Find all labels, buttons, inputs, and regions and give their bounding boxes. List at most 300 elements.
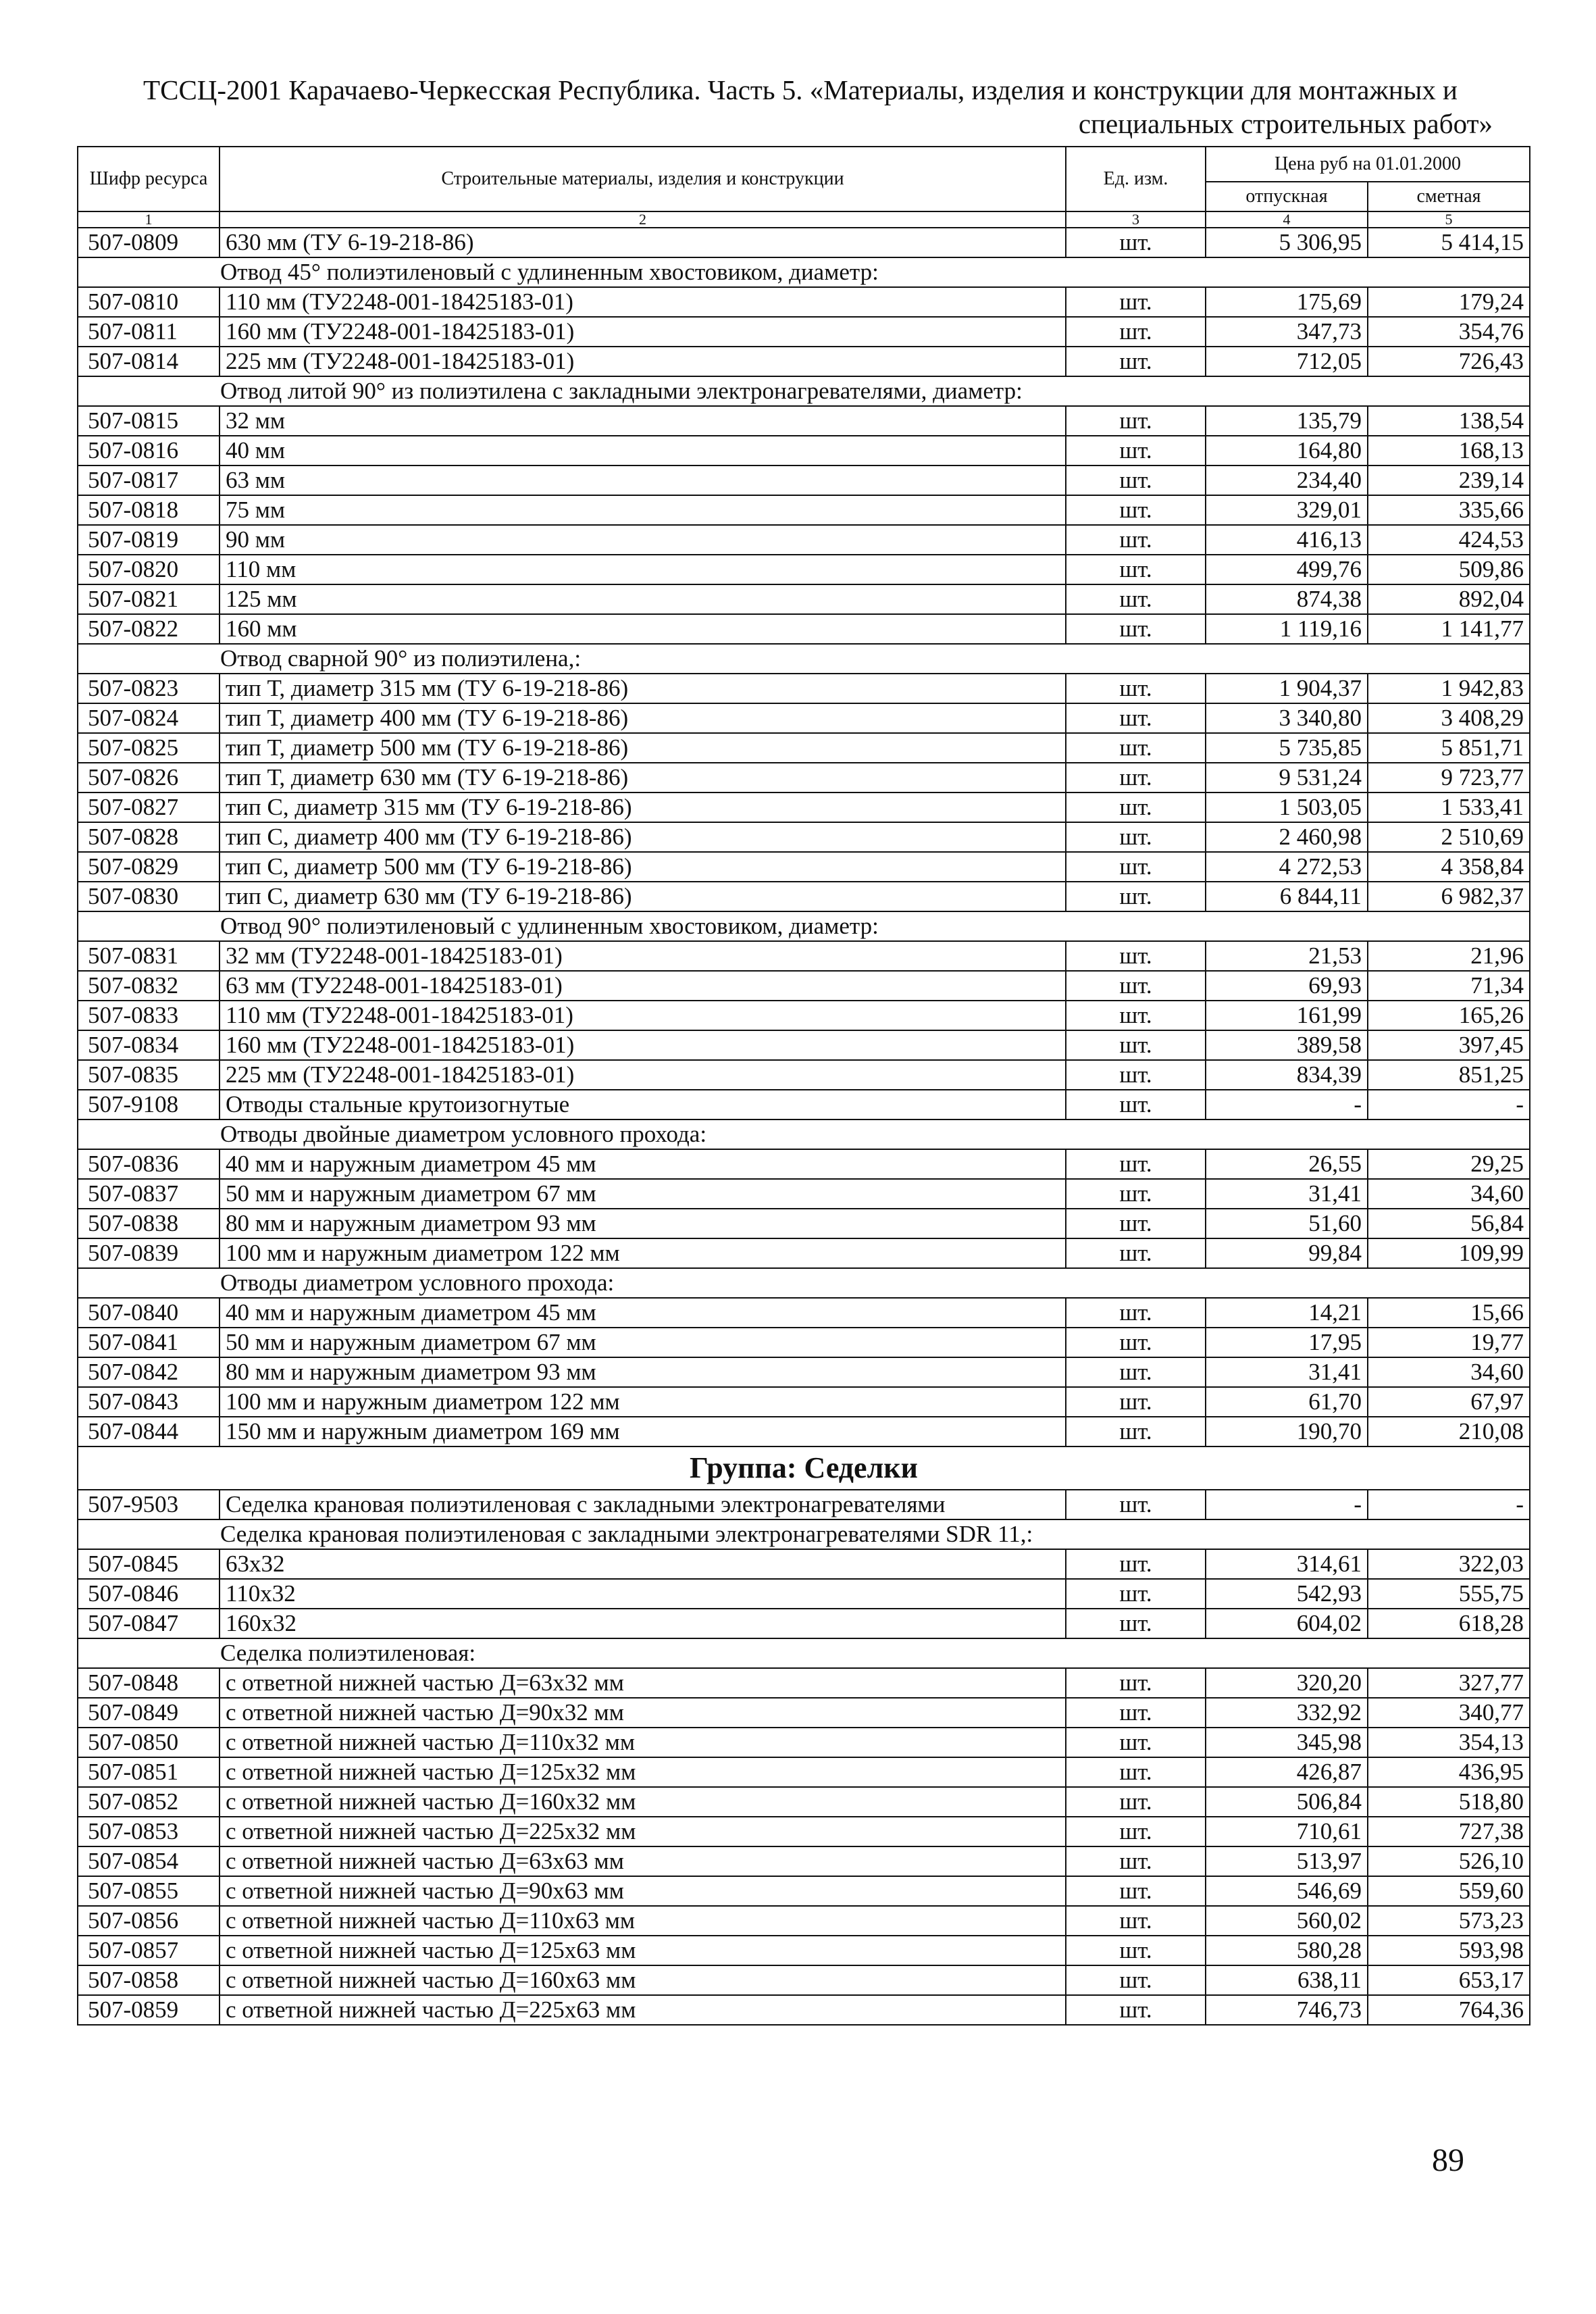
release-price: 347,73 bbox=[1206, 317, 1368, 347]
resource-code: 507-0811 bbox=[78, 317, 220, 347]
estimate-price: 165,26 bbox=[1368, 1001, 1530, 1030]
table-row bbox=[78, 1817, 1530, 1846]
unit-cell: шт. bbox=[1066, 406, 1206, 436]
resource-code: 507-0856 bbox=[78, 1906, 220, 1936]
resource-code: 507-0843 bbox=[78, 1387, 220, 1417]
resource-name: Седелка крановая полиэтиленовая с закладными электронагревателями bbox=[220, 1490, 1066, 1519]
estimate-price: 71,34 bbox=[1368, 971, 1530, 1001]
estimate-price: 6 982,37 bbox=[1368, 882, 1530, 911]
col-code-header: Шифр ресурса bbox=[78, 147, 220, 211]
title-line-2: специальных строительных работ» bbox=[1078, 108, 1493, 139]
resource-code: 507-0832 bbox=[78, 971, 220, 1001]
resource-name: 90 мм bbox=[220, 525, 1066, 555]
table-row bbox=[78, 1209, 1530, 1238]
unit-cell: шт. bbox=[1066, 1728, 1206, 1757]
table-row bbox=[78, 555, 1530, 584]
resource-code: 507-0809 bbox=[78, 228, 220, 257]
resource-name: 40 мм и наружным диаметром 45 мм bbox=[220, 1149, 1066, 1179]
resource-code: 507-0855 bbox=[78, 1876, 220, 1906]
release-price: 712,05 bbox=[1206, 347, 1368, 376]
price-table bbox=[77, 146, 1530, 2026]
table-row bbox=[78, 1001, 1530, 1030]
resource-name: 50 мм и наружным диаметром 67 мм bbox=[220, 1179, 1066, 1209]
unit-cell: шт. bbox=[1066, 1090, 1206, 1120]
table-row bbox=[78, 1609, 1530, 1638]
resource-code: 507-0815 bbox=[78, 406, 220, 436]
release-price: 31,41 bbox=[1206, 1179, 1368, 1209]
resource-code: 507-0838 bbox=[78, 1209, 220, 1238]
section-heading: Отвод 90° полиэтиленовый с удлиненным хвостовиком, диаметр: bbox=[78, 911, 1530, 941]
unit-cell: шт. bbox=[1066, 822, 1206, 852]
unit-cell: шт. bbox=[1066, 584, 1206, 614]
release-price: 1 119,16 bbox=[1206, 614, 1368, 644]
estimate-price: 653,17 bbox=[1368, 1965, 1530, 1995]
release-price: 26,55 bbox=[1206, 1149, 1368, 1179]
resource-code: 507-0820 bbox=[78, 555, 220, 584]
section-heading-row bbox=[78, 1519, 1530, 1549]
table-row bbox=[78, 703, 1530, 733]
estimate-price: 4 358,84 bbox=[1368, 852, 1530, 882]
unit-cell: шт. bbox=[1066, 1846, 1206, 1876]
title-line-1: ТССЦ-2001 Карачаево-Черкесская Республика. Часть 5. «Материалы, изделия и конструкции для монтажных и bbox=[143, 74, 1458, 105]
table-row bbox=[78, 1387, 1530, 1417]
table-row bbox=[78, 1090, 1530, 1120]
group-heading: Группа: Седелки bbox=[78, 1447, 1530, 1490]
estimate-price: 509,86 bbox=[1368, 555, 1530, 584]
estimate-price: 727,38 bbox=[1368, 1817, 1530, 1846]
estimate-price: 322,03 bbox=[1368, 1549, 1530, 1579]
estimate-price: 1 942,83 bbox=[1368, 674, 1530, 703]
estimate-price: 340,77 bbox=[1368, 1698, 1530, 1728]
unit-cell: шт. bbox=[1066, 1876, 1206, 1906]
release-price: 69,93 bbox=[1206, 971, 1368, 1001]
table-row bbox=[78, 971, 1530, 1001]
table-row bbox=[78, 1357, 1530, 1387]
estimate-price: 34,60 bbox=[1368, 1179, 1530, 1209]
resource-name: 100 мм и наружным диаметром 122 мм bbox=[220, 1387, 1066, 1417]
unit-cell: шт. bbox=[1066, 1179, 1206, 1209]
unit-cell: шт. bbox=[1066, 703, 1206, 733]
unit-cell: шт. bbox=[1066, 1149, 1206, 1179]
resource-code: 507-0827 bbox=[78, 793, 220, 822]
resource-name: 80 мм и наружным диаметром 93 мм bbox=[220, 1209, 1066, 1238]
col-unit-header: Ед. изм. bbox=[1066, 147, 1206, 211]
table-row bbox=[78, 1728, 1530, 1757]
estimate-price: 555,75 bbox=[1368, 1579, 1530, 1609]
release-price: 874,38 bbox=[1206, 584, 1368, 614]
table-row bbox=[78, 822, 1530, 852]
unit-cell: шт. bbox=[1066, 941, 1206, 971]
resource-name: тип Т, диаметр 630 мм (ТУ 6-19-218-86) bbox=[220, 763, 1066, 793]
resource-name: 75 мм bbox=[220, 495, 1066, 525]
release-price: 2 460,98 bbox=[1206, 822, 1368, 852]
release-price: 99,84 bbox=[1206, 1238, 1368, 1268]
estimate-price: 559,60 bbox=[1368, 1876, 1530, 1906]
resource-name: тип Т, диаметр 500 мм (ТУ 6-19-218-86) bbox=[220, 733, 1066, 763]
page-number: 89 bbox=[1432, 2142, 1464, 2178]
table-row bbox=[78, 525, 1530, 555]
resource-code: 507-0825 bbox=[78, 733, 220, 763]
resource-name: 160 мм (ТУ2248-001-18425183-01) bbox=[220, 1030, 1066, 1060]
estimate-price: 67,97 bbox=[1368, 1387, 1530, 1417]
resource-name: 150 мм и наружным диаметром 169 мм bbox=[220, 1417, 1066, 1447]
table-row bbox=[78, 763, 1530, 793]
estimate-price: 327,77 bbox=[1368, 1668, 1530, 1698]
resource-name: 80 мм и наружным диаметром 93 мм bbox=[220, 1357, 1066, 1387]
resource-name: 110 мм (ТУ2248-001-18425183-01) bbox=[220, 1001, 1066, 1030]
table-row bbox=[78, 1579, 1530, 1609]
table-row bbox=[78, 793, 1530, 822]
estimate-price: 436,95 bbox=[1368, 1757, 1530, 1787]
resource-code: 507-0835 bbox=[78, 1060, 220, 1090]
release-price: 190,70 bbox=[1206, 1417, 1368, 1447]
resource-name: с ответной нижней частью Д=160х63 мм bbox=[220, 1965, 1066, 1995]
unit-cell: шт. bbox=[1066, 228, 1206, 257]
resource-name: 110 мм (ТУ2248-001-18425183-01) bbox=[220, 287, 1066, 317]
resource-name: с ответной нижней частью Д=160х32 мм bbox=[220, 1787, 1066, 1817]
resource-name: с ответной нижней частью Д=225х32 мм bbox=[220, 1817, 1066, 1846]
table-row bbox=[78, 1906, 1530, 1936]
estimate-price: 397,45 bbox=[1368, 1030, 1530, 1060]
unit-cell: шт. bbox=[1066, 763, 1206, 793]
resource-name: с ответной нижней частью Д=90х63 мм bbox=[220, 1876, 1066, 1906]
section-heading: Отводы двойные диаметром условного прохода: bbox=[78, 1120, 1530, 1149]
resource-code: 507-0821 bbox=[78, 584, 220, 614]
unit-cell: шт. bbox=[1066, 1387, 1206, 1417]
resource-name: с ответной нижней частью Д=110х63 мм bbox=[220, 1906, 1066, 1936]
unit-cell: шт. bbox=[1066, 525, 1206, 555]
release-price: 17,95 bbox=[1206, 1328, 1368, 1357]
release-price: 51,60 bbox=[1206, 1209, 1368, 1238]
table-row bbox=[78, 882, 1530, 911]
resource-code: 507-0816 bbox=[78, 436, 220, 466]
estimate-price: 518,80 bbox=[1368, 1787, 1530, 1817]
unit-cell: шт. bbox=[1066, 1328, 1206, 1357]
col-price-header: Цена руб на 01.01.2000 bbox=[1206, 147, 1530, 182]
estimate-price: 573,23 bbox=[1368, 1906, 1530, 1936]
table-row bbox=[78, 1698, 1530, 1728]
release-price: 332,92 bbox=[1206, 1698, 1368, 1728]
resource-name: 110х32 bbox=[220, 1579, 1066, 1609]
release-price: 1 904,37 bbox=[1206, 674, 1368, 703]
unit-cell: шт. bbox=[1066, 466, 1206, 495]
col-number-3: 3 bbox=[1066, 211, 1206, 228]
resource-code: 507-0839 bbox=[78, 1238, 220, 1268]
col-estimate-header: сметная bbox=[1368, 182, 1530, 211]
resource-code: 507-0846 bbox=[78, 1579, 220, 1609]
resource-name: 110 мм bbox=[220, 555, 1066, 584]
unit-cell: шт. bbox=[1066, 1965, 1206, 1995]
release-price: 546,69 bbox=[1206, 1876, 1368, 1906]
unit-cell: шт. bbox=[1066, 1757, 1206, 1787]
resource-code: 507-0828 bbox=[78, 822, 220, 852]
unit-cell: шт. bbox=[1066, 495, 1206, 525]
col-name-header: Строительные материалы, изделия и конструкции bbox=[220, 147, 1066, 211]
estimate-price: 138,54 bbox=[1368, 406, 1530, 436]
resource-name: 225 мм (ТУ2248-001-18425183-01) bbox=[220, 347, 1066, 376]
resource-name: 32 мм (ТУ2248-001-18425183-01) bbox=[220, 941, 1066, 971]
unit-cell: шт. bbox=[1066, 1995, 1206, 2025]
table-row bbox=[78, 733, 1530, 763]
resource-code: 507-0844 bbox=[78, 1417, 220, 1447]
unit-cell: шт. bbox=[1066, 1579, 1206, 1609]
table-row bbox=[78, 1757, 1530, 1787]
estimate-price: 5 851,71 bbox=[1368, 733, 1530, 763]
resource-name: Отводы стальные крутоизогнутые bbox=[220, 1090, 1066, 1120]
unit-cell: шт. bbox=[1066, 1357, 1206, 1387]
estimate-price: 239,14 bbox=[1368, 466, 1530, 495]
resource-code: 507-0810 bbox=[78, 287, 220, 317]
estimate-price: 21,96 bbox=[1368, 941, 1530, 971]
table-row bbox=[78, 1549, 1530, 1579]
estimate-price: 29,25 bbox=[1368, 1149, 1530, 1179]
release-price: 580,28 bbox=[1206, 1936, 1368, 1965]
resource-code: 507-0849 bbox=[78, 1698, 220, 1728]
resource-name: с ответной нижней частью Д=225х63 мм bbox=[220, 1995, 1066, 2025]
resource-name: с ответной нижней частью Д=90х32 мм bbox=[220, 1698, 1066, 1728]
unit-cell: шт. bbox=[1066, 555, 1206, 584]
resource-name: 100 мм и наружным диаметром 122 мм bbox=[220, 1238, 1066, 1268]
resource-name: 32 мм bbox=[220, 406, 1066, 436]
estimate-price: 354,13 bbox=[1368, 1728, 1530, 1757]
release-price: 21,53 bbox=[1206, 941, 1368, 971]
resource-name: 50 мм и наружным диаметром 67 мм bbox=[220, 1328, 1066, 1357]
resource-code: 507-0829 bbox=[78, 852, 220, 882]
section-heading-row bbox=[78, 911, 1530, 941]
unit-cell: шт. bbox=[1066, 1817, 1206, 1846]
table-row bbox=[78, 1787, 1530, 1817]
resource-code: 507-0859 bbox=[78, 1995, 220, 2025]
unit-cell: шт. bbox=[1066, 347, 1206, 376]
unit-cell: шт. bbox=[1066, 793, 1206, 822]
release-price: 389,58 bbox=[1206, 1030, 1368, 1060]
release-price: 314,61 bbox=[1206, 1549, 1368, 1579]
section-heading: Отвод сварной 90° из полиэтилена,: bbox=[78, 644, 1530, 674]
table-row bbox=[78, 287, 1530, 317]
estimate-price: 851,25 bbox=[1368, 1060, 1530, 1090]
table-row bbox=[78, 674, 1530, 703]
table-row bbox=[78, 614, 1530, 644]
resource-code: 507-0857 bbox=[78, 1936, 220, 1965]
table-row bbox=[78, 466, 1530, 495]
table-row bbox=[78, 317, 1530, 347]
resource-name: 40 мм и наружным диаметром 45 мм bbox=[220, 1298, 1066, 1328]
resource-code: 507-9108 bbox=[78, 1090, 220, 1120]
table-row bbox=[78, 1149, 1530, 1179]
resource-code: 507-0814 bbox=[78, 347, 220, 376]
estimate-price: 618,28 bbox=[1368, 1609, 1530, 1638]
unit-cell: шт. bbox=[1066, 1060, 1206, 1090]
table-row bbox=[78, 1298, 1530, 1328]
table-row bbox=[78, 1995, 1530, 2025]
resource-name: с ответной нижней частью Д=125х63 мм bbox=[220, 1936, 1066, 1965]
resource-name: с ответной нижней частью Д=110х32 мм bbox=[220, 1728, 1066, 1757]
section-heading-row bbox=[78, 376, 1530, 406]
section-heading-row bbox=[78, 1638, 1530, 1668]
group-heading-row bbox=[78, 1447, 1530, 1490]
estimate-price: 19,77 bbox=[1368, 1328, 1530, 1357]
unit-cell: шт. bbox=[1066, 674, 1206, 703]
col-number-5: 5 bbox=[1368, 211, 1530, 228]
release-price: 161,99 bbox=[1206, 1001, 1368, 1030]
resource-name: 160х32 bbox=[220, 1609, 1066, 1638]
unit-cell: шт. bbox=[1066, 733, 1206, 763]
resource-code: 507-0858 bbox=[78, 1965, 220, 1995]
unit-cell: шт. bbox=[1066, 1668, 1206, 1698]
table-header bbox=[78, 147, 1530, 228]
estimate-price: 15,66 bbox=[1368, 1298, 1530, 1328]
col-number-1: 1 bbox=[78, 211, 220, 228]
resource-code: 507-0818 bbox=[78, 495, 220, 525]
resource-name: 225 мм (ТУ2248-001-18425183-01) bbox=[220, 1060, 1066, 1090]
table-row bbox=[78, 1876, 1530, 1906]
resource-name: тип С, диаметр 400 мм (ТУ 6-19-218-86) bbox=[220, 822, 1066, 852]
resource-name: с ответной нижней частью Д=63х63 мм bbox=[220, 1846, 1066, 1876]
release-price: 6 844,11 bbox=[1206, 882, 1368, 911]
release-price: 320,20 bbox=[1206, 1668, 1368, 1698]
release-price: 4 272,53 bbox=[1206, 852, 1368, 882]
resource-code: 507-0850 bbox=[78, 1728, 220, 1757]
table-row bbox=[78, 1668, 1530, 1698]
unit-cell: шт. bbox=[1066, 1936, 1206, 1965]
table-row bbox=[78, 228, 1530, 257]
estimate-price: 354,76 bbox=[1368, 317, 1530, 347]
resource-code: 507-0822 bbox=[78, 614, 220, 644]
table-row bbox=[78, 1030, 1530, 1060]
release-price: 3 340,80 bbox=[1206, 703, 1368, 733]
unit-cell: шт. bbox=[1066, 1238, 1206, 1268]
release-price: 164,80 bbox=[1206, 436, 1368, 466]
section-heading-row bbox=[78, 257, 1530, 287]
resource-code: 507-0836 bbox=[78, 1149, 220, 1179]
estimate-price: 179,24 bbox=[1368, 287, 1530, 317]
resource-name: с ответной нижней частью Д=63х32 мм bbox=[220, 1668, 1066, 1698]
estimate-price: 3 408,29 bbox=[1368, 703, 1530, 733]
estimate-price: 2 510,69 bbox=[1368, 822, 1530, 852]
release-price: 31,41 bbox=[1206, 1357, 1368, 1387]
estimate-price: 5 414,15 bbox=[1368, 228, 1530, 257]
table-row bbox=[78, 495, 1530, 525]
resource-name: тип Т, диаметр 315 мм (ТУ 6-19-218-86) bbox=[220, 674, 1066, 703]
release-price: 506,84 bbox=[1206, 1787, 1368, 1817]
unit-cell: шт. bbox=[1066, 1298, 1206, 1328]
resource-name: 160 мм (ТУ2248-001-18425183-01) bbox=[220, 317, 1066, 347]
resource-name: 630 мм (ТУ 6-19-218-86) bbox=[220, 228, 1066, 257]
resource-code: 507-0826 bbox=[78, 763, 220, 793]
resource-code: 507-0823 bbox=[78, 674, 220, 703]
estimate-price: 168,13 bbox=[1368, 436, 1530, 466]
resource-name: с ответной нижней частью Д=125х32 мм bbox=[220, 1757, 1066, 1787]
estimate-price: 726,43 bbox=[1368, 347, 1530, 376]
estimate-price: 9 723,77 bbox=[1368, 763, 1530, 793]
resource-code: 507-0830 bbox=[78, 882, 220, 911]
resource-name: тип С, диаметр 315 мм (ТУ 6-19-218-86) bbox=[220, 793, 1066, 822]
section-heading: Отводы диаметром условного прохода: bbox=[78, 1268, 1530, 1298]
resource-code: 507-0831 bbox=[78, 941, 220, 971]
table-row bbox=[78, 1965, 1530, 1995]
release-price: 9 531,24 bbox=[1206, 763, 1368, 793]
resource-code: 507-0842 bbox=[78, 1357, 220, 1387]
unit-cell: шт. bbox=[1066, 1549, 1206, 1579]
section-heading: Седелка крановая полиэтиленовая с закладными электронагревателями SDR 11,: bbox=[78, 1519, 1530, 1549]
release-price: 329,01 bbox=[1206, 495, 1368, 525]
unit-cell: шт. bbox=[1066, 287, 1206, 317]
estimate-price: 210,08 bbox=[1368, 1417, 1530, 1447]
table-row bbox=[78, 1490, 1530, 1519]
release-price: 135,79 bbox=[1206, 406, 1368, 436]
resource-code: 507-0845 bbox=[78, 1549, 220, 1579]
release-price: - bbox=[1206, 1090, 1368, 1120]
resource-name: тип С, диаметр 500 мм (ТУ 6-19-218-86) bbox=[220, 852, 1066, 882]
estimate-price: 56,84 bbox=[1368, 1209, 1530, 1238]
release-price: 61,70 bbox=[1206, 1387, 1368, 1417]
estimate-price: 1 141,77 bbox=[1368, 614, 1530, 644]
release-price: 14,21 bbox=[1206, 1298, 1368, 1328]
unit-cell: шт. bbox=[1066, 971, 1206, 1001]
release-price: 638,11 bbox=[1206, 1965, 1368, 1995]
unit-cell: шт. bbox=[1066, 614, 1206, 644]
unit-cell: шт. bbox=[1066, 852, 1206, 882]
release-price: 416,13 bbox=[1206, 525, 1368, 555]
table-row bbox=[78, 1417, 1530, 1447]
resource-code: 507-0819 bbox=[78, 525, 220, 555]
resource-name: тип С, диаметр 630 мм (ТУ 6-19-218-86) bbox=[220, 882, 1066, 911]
table-row bbox=[78, 852, 1530, 882]
unit-cell: шт. bbox=[1066, 1906, 1206, 1936]
resource-code: 507-0854 bbox=[78, 1846, 220, 1876]
resource-code: 507-0824 bbox=[78, 703, 220, 733]
resource-code: 507-0848 bbox=[78, 1668, 220, 1698]
release-price: 604,02 bbox=[1206, 1609, 1368, 1638]
release-price: 513,97 bbox=[1206, 1846, 1368, 1876]
resource-name: тип Т, диаметр 400 мм (ТУ 6-19-218-86) bbox=[220, 703, 1066, 733]
resource-name: 63х32 bbox=[220, 1549, 1066, 1579]
release-price: 175,69 bbox=[1206, 287, 1368, 317]
resource-name: 160 мм bbox=[220, 614, 1066, 644]
unit-cell: шт. bbox=[1066, 1490, 1206, 1519]
col-number-2: 2 bbox=[220, 211, 1066, 228]
resource-code: 507-0853 bbox=[78, 1817, 220, 1846]
table-row bbox=[78, 1936, 1530, 1965]
unit-cell: шт. bbox=[1066, 1609, 1206, 1638]
table-row bbox=[78, 584, 1530, 614]
estimate-price: 34,60 bbox=[1368, 1357, 1530, 1387]
table-row bbox=[78, 406, 1530, 436]
document-title bbox=[81, 73, 1493, 141]
table-row bbox=[78, 1328, 1530, 1357]
section-heading-row bbox=[78, 644, 1530, 674]
resource-code: 507-0834 bbox=[78, 1030, 220, 1060]
release-price: 5 735,85 bbox=[1206, 733, 1368, 763]
unit-cell: шт. bbox=[1066, 1030, 1206, 1060]
release-price: 426,87 bbox=[1206, 1757, 1368, 1787]
release-price: 834,39 bbox=[1206, 1060, 1368, 1090]
unit-cell: шт. bbox=[1066, 1417, 1206, 1447]
release-price: 710,61 bbox=[1206, 1817, 1368, 1846]
resource-name: 40 мм bbox=[220, 436, 1066, 466]
estimate-price: 1 533,41 bbox=[1368, 793, 1530, 822]
release-price: 499,76 bbox=[1206, 555, 1368, 584]
resource-name: 63 мм (ТУ2248-001-18425183-01) bbox=[220, 971, 1066, 1001]
resource-name: 125 мм bbox=[220, 584, 1066, 614]
col-number-4: 4 bbox=[1206, 211, 1368, 228]
resource-code: 507-0837 bbox=[78, 1179, 220, 1209]
resource-code: 507-9503 bbox=[78, 1490, 220, 1519]
section-heading-row bbox=[78, 1120, 1530, 1149]
col-release-header: отпускная bbox=[1206, 182, 1368, 211]
resource-code: 507-0841 bbox=[78, 1328, 220, 1357]
release-price: 5 306,95 bbox=[1206, 228, 1368, 257]
